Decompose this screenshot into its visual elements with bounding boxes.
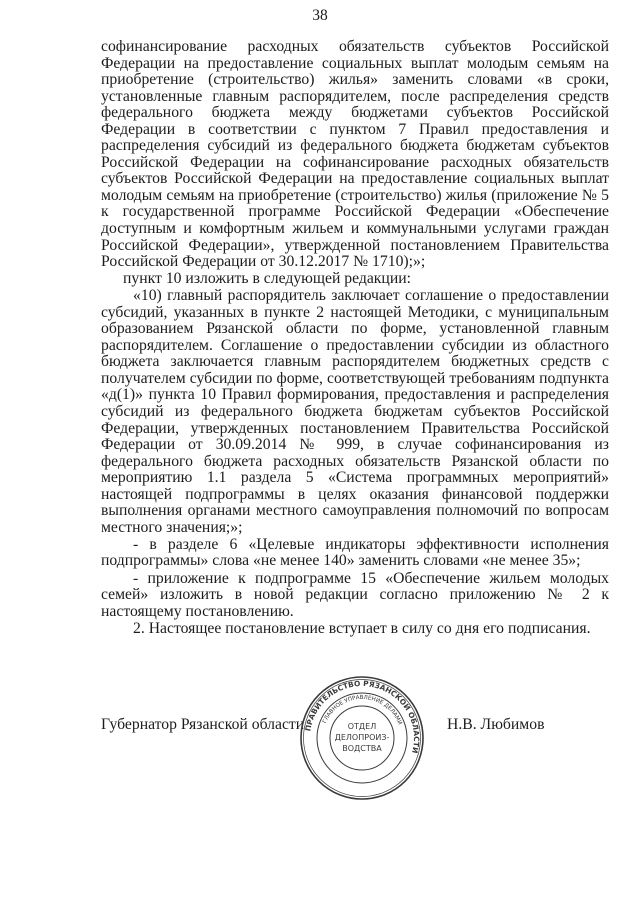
stamp-center-line-1: ОТДЕЛ: [347, 722, 377, 731]
paragraph-section-6: - в разделе 6 «Целевые индикаторы эффективности исполнения подпрограммы» слова «не менее 140» заменить словами «не менее 35»;: [101, 535, 609, 570]
stamp-center-line-3: ВОДСТВА: [342, 744, 382, 753]
paragraph-appendix: - приложение к подпрограмме 15 «Обеспечение жильем молодых семей» изложить в новой редакции согласно приложению № 2 к настоящему постановлению.: [101, 569, 609, 620]
page-number: 38: [312, 7, 328, 24]
signatory-title: Губернатор Рязанской области: [101, 716, 305, 733]
signatory-name: Н.В. Любимов: [447, 716, 545, 733]
stamp-inner-text: ГЛАВНОЕ УПРАВЛЕНИЕ ДЕЛАМИ: [322, 694, 403, 726]
document-body: [101, 39, 609, 637]
paragraph-point-10-intro: пункт 10 изложить в следующей редакции:: [123, 270, 411, 288]
stamp-outer-text: ПРАВИТЕЛЬСТВО РЯЗАНСКОЙ ОБЛАСТИ: [303, 678, 422, 755]
paragraph-effective-date: 2. Настоящее постановление вступает в силу со дня его подписания.: [133, 619, 591, 637]
stamp-center-line-2: ДЕЛОПРОИЗ-: [334, 733, 390, 742]
paragraph-point-10-text: «10) главный распорядитель заключает соглашение о предоставлении субсидий, указанных в пункте 2 настоящей Методики, с муниципальным образованием Рязанской области по форме, установленной главным распорядителем. Соглашение о предоставлении субсидии из областного бюджета заключается главным распорядителем бюджетных средств с получателем субсидии по форме, соответствующей требованиям подпункта «д(1)» пункта 10 Правил формирования, предоставления и распределения субсидий из федерального бюджета бюджетам субъектов Российской Федерации, утвержденных постановлением Правительства Российской Федерации от 30.09.2014 № 999, в случае софинансирования из федерального бюджета расходных обязательств Рязанской области по мероприятию 1.1 раздела 5 «Система программных мероприятий» настоящей подпрограммы в целях оказания финансовой поддержки выполнения органами местного самоуправления полномочий по вопросам местного значения;»;: [101, 287, 609, 536]
paragraph-amendment-continuation: софинансирование расходных обязательств субъектов Российской Федерации на предоставление социальных выплат молодым семьям на приобретение (строительство) жилья» заменить словами «в сроки, установленные главным распорядителем, после распределения средств федерального бюджета между бюджетами субъектов Российской Федерации в соответствии с пунктом 7 Правил предоставления и распределения субсидий из федерального бюджета бюджетам субъектов Российской Федерации на софинансирование расходных обязательств субъектов Российской Федерации на предоставление социальных выплат молодым семьям на приобретение (строительство) жилья (приложение № 5 к государственной программе Российской Федерации «Обеспечение доступным и комфортным жильем и коммунальными услугами граждан Российской Федерации», утвержденной постановлением Правительства Российской Федерации от 30.12.2017 № 1710);»;: [101, 38, 609, 271]
official-stamp: [298, 674, 426, 802]
